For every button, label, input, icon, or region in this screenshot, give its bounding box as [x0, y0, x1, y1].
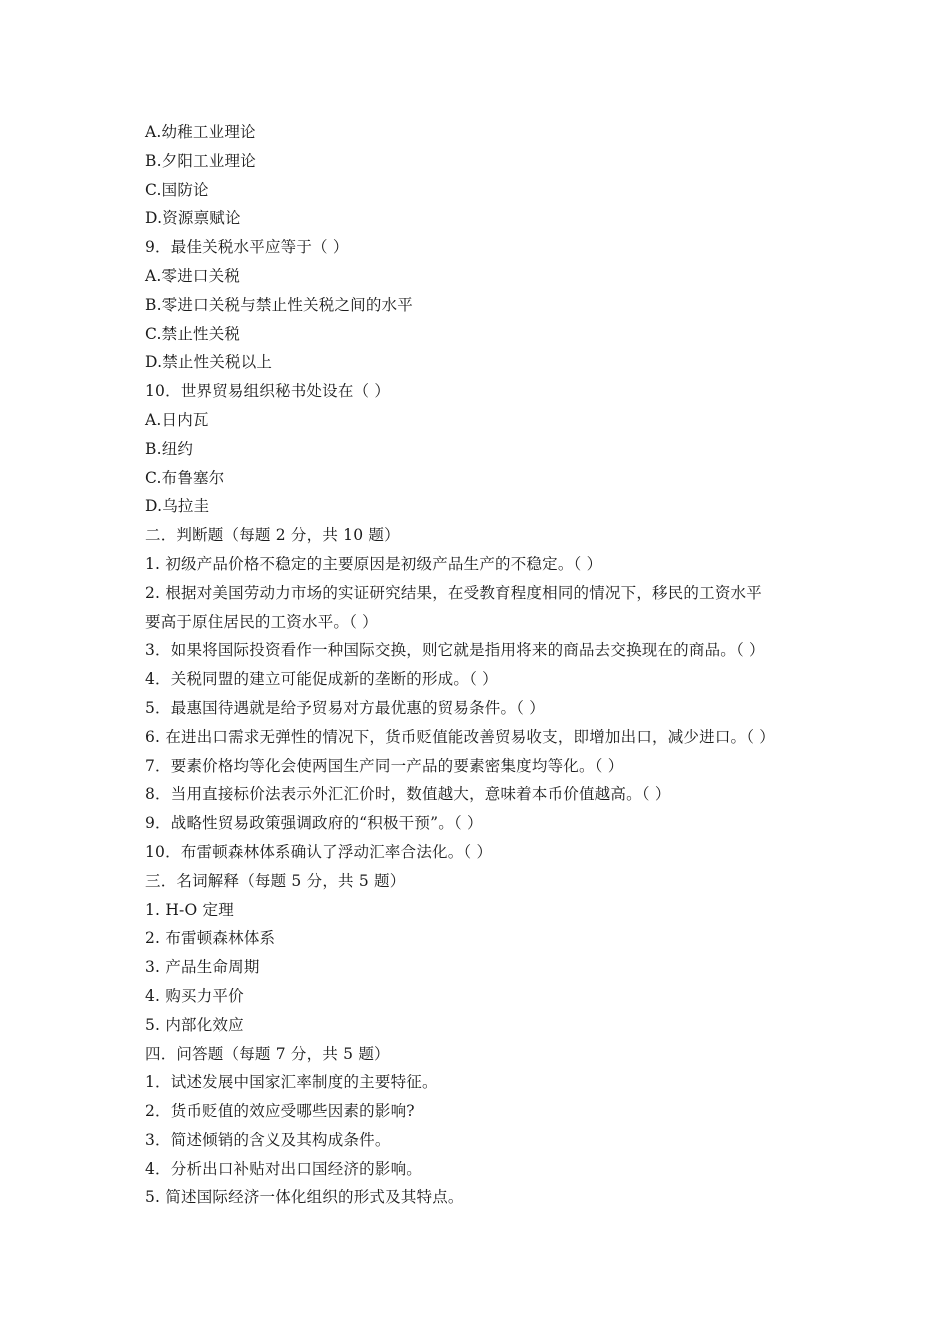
short-answer-5: 5. 简述国际经济一体化组织的形式及其特点。 [145, 1188, 464, 1207]
tf-question-4: 4．关税同盟的建立可能促成新的垄断的形成。（ ） [145, 670, 498, 689]
short-answer-1: 1．试述发展中国家汇率制度的主要特征。 [145, 1073, 438, 1092]
tf-question-2-line-2: 要高于原住居民的工资水平。（ ） [145, 612, 378, 631]
short-answer-2: 2．货币贬值的效应受哪些因素的影响? [145, 1102, 415, 1121]
tf-question-8: 8．当用直接标价法表示外汇汇价时，数值越大，意味着本币价值越高。（ ） [145, 785, 671, 804]
question-10-wto-secretariat: 10．世界贸易组织秘书处设在（ ） [145, 382, 391, 401]
tf-question-10: 10．布雷顿森林体系确认了浮动汇率合法化。（ ） [145, 842, 493, 861]
tf-question-7: 7．要素价格均等化会使两国生产同一产品的要素密集度均等化。（ ） [145, 756, 624, 775]
option-c-national-defense: C.国防论 [145, 180, 209, 199]
short-answer-3: 3．简述倾销的含义及其构成条件。 [145, 1130, 391, 1149]
term-3: 3. 产品生命周期 [145, 958, 260, 977]
short-answer-4: 4．分析出口补贴对出口国经济的影响。 [145, 1159, 422, 1178]
tf-question-2-line-1: 2. 根据对美国劳动力市场的实证研究结果，在受教育程度相同的情况下，移民的工资水平 [145, 583, 762, 602]
tf-question-5: 5．最惠国待遇就是给予贸易对方最优惠的贸易条件。（ ） [145, 698, 545, 717]
q9-option-b: B.零进口关税与禁止性关税之间的水平 [145, 295, 413, 314]
tf-question-6: 6. 在进出口需求无弹性的情况下，货币贬值能改善贸易收支，即增加出口，减少进口。（ ） [145, 727, 775, 746]
term-5: 5. 内部化效应 [145, 1015, 244, 1034]
q10-option-c: C.布鲁塞尔 [145, 468, 225, 487]
document-page [145, 118, 825, 1212]
q9-option-c: C.禁止性关税 [145, 324, 241, 343]
tf-question-3: 3．如果将国际投资看作一种国际交换，则它就是指用将来的商品去交换现在的商品。（ ） [145, 641, 765, 660]
tf-question-1: 1. 初级产品价格不稳定的主要原因是初级产品生产的不稳定。（ ） [145, 554, 603, 573]
tf-question-9: 9．战略性贸易政策强调政府的“积极干预”。（ ） [145, 814, 483, 833]
q10-option-b: B.纽约 [145, 439, 194, 458]
term-4: 4. 购买力平价 [145, 986, 244, 1005]
q9-option-d: D.禁止性关税以上 [145, 353, 273, 372]
section-heading-terms: 三．名词解释（每题 5 分，共 5 题） [145, 871, 406, 890]
q10-option-d: D.乌拉圭 [145, 497, 210, 516]
question-9-optimal-tariff: 9．最佳关税水平应等于（ ） [145, 238, 349, 257]
q10-option-a: A.日内瓦 [145, 410, 209, 429]
q9-option-a: A.零进口关税 [145, 266, 241, 285]
option-d-factor-endowment: D.资源禀赋论 [145, 209, 241, 228]
option-b-sunset-industry: B.夕阳工业理论 [145, 151, 256, 170]
section-heading-true-false: 二．判断题（每题 2 分，共 10 题） [145, 526, 400, 545]
option-a-infant-industry: A.幼稚工业理论 [145, 123, 256, 141]
section-heading-short-answer: 四．问答题（每题 7 分，共 5 题） [145, 1044, 390, 1063]
term-2: 2. 布雷顿森林体系 [145, 929, 276, 948]
term-1: 1. H-O 定理 [145, 900, 234, 919]
